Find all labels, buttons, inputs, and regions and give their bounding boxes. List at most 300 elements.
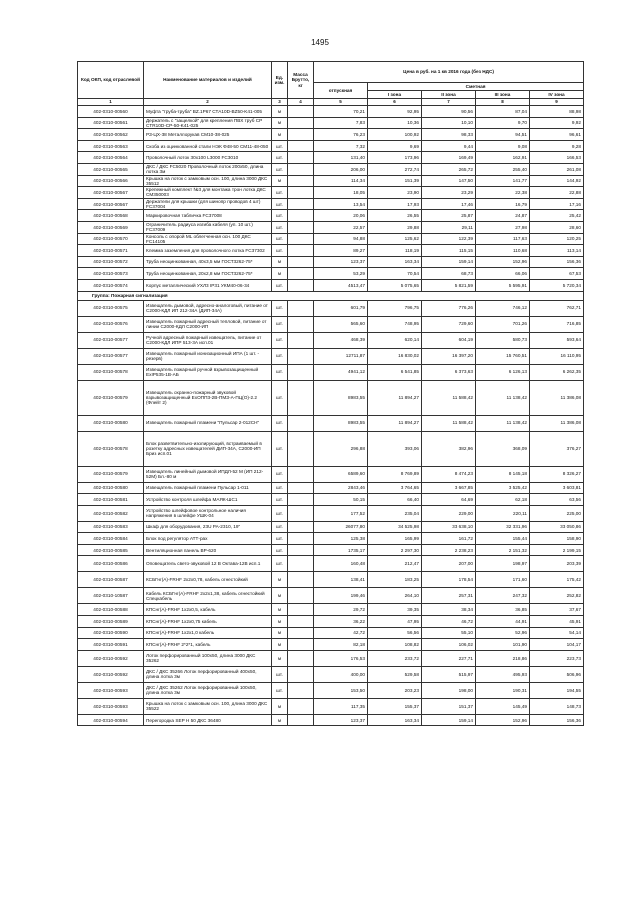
item-mass — [288, 714, 314, 726]
item-unit: шт. — [272, 521, 288, 533]
item-price-zone-1: 151,39 — [368, 175, 422, 187]
table-row — [78, 505, 584, 521]
item-price-zone-1: 39,35 — [368, 604, 422, 616]
header-zone-1: I зона — [368, 91, 422, 99]
item-unit: м — [272, 175, 288, 187]
item-price-zone-3: 218,86 — [476, 650, 530, 666]
item-mass — [288, 279, 314, 291]
table-row — [78, 666, 584, 682]
item-mass — [288, 332, 314, 348]
item-price-zone-3: 101,90 — [476, 639, 530, 651]
item-code: 402-0310-00588 — [78, 604, 144, 616]
item-mass — [288, 627, 314, 639]
item-price-zone-3: 9,08 — [476, 140, 530, 152]
header-zone-2: II зона — [422, 91, 476, 99]
item-release-price: 138,41 — [314, 572, 368, 588]
header-estimate-price: Сметная — [368, 83, 584, 91]
table-row — [78, 256, 584, 268]
item-unit: шт. — [272, 316, 288, 332]
item-name: Крышка на лоток с замковым осн. 100, длина 3000 ДКС 35512 — [144, 175, 272, 187]
item-price-zone-3: 8 145,18 — [476, 466, 530, 482]
item-code: 402-0310-00575 — [78, 300, 144, 316]
item-mass — [288, 494, 314, 506]
item-mass — [288, 572, 314, 588]
table-row — [78, 221, 584, 233]
item-price-zone-1: 34 525,98 — [368, 521, 422, 533]
item-price-zone-1: 70,54 — [368, 268, 422, 280]
item-price-zone-3: 198,97 — [476, 556, 530, 572]
item-mass — [288, 650, 314, 666]
item-price-zone-2: 169,49 — [422, 152, 476, 164]
item-price-zone-3: 152,96 — [476, 714, 530, 726]
table-row — [78, 187, 584, 199]
item-price-zone-2: 29,11 — [422, 221, 476, 233]
item-price-zone-1: 748,95 — [368, 316, 422, 332]
item-unit: м — [272, 117, 288, 129]
col-number: 8 — [476, 99, 530, 106]
item-name: Крепежный комплект №3 для монтажа трон лотка ДКС СМ350003 — [144, 187, 272, 199]
item-price-zone-2: 38,34 — [422, 604, 476, 616]
item-mass — [288, 556, 314, 572]
item-price-zone-4: 11 386,08 — [530, 380, 584, 415]
item-code: 402-0310-00573 — [78, 268, 144, 280]
item-code: 402-0310-00580 — [78, 482, 144, 494]
item-unit: м — [272, 256, 288, 268]
item-name: Лоток перфорированный 100х50, длина 3000 ДКС 35262 — [144, 650, 272, 666]
item-price-zone-3: 368,09 — [476, 431, 530, 466]
item-price-zone-4: 63,56 — [530, 494, 584, 506]
item-price-zone-3: 141,77 — [476, 175, 530, 187]
item-price-zone-1: 8 769,89 — [368, 466, 422, 482]
item-price-zone-4: 17,16 — [530, 198, 584, 210]
item-unit: шт. — [272, 332, 288, 348]
item-name: Извещатель пожарный адресный тепловой, питание от линии С2000-КДЛ С2000-ИП — [144, 316, 272, 332]
item-mass — [288, 604, 314, 616]
table-row — [78, 482, 584, 494]
item-code: 402-0310-00577 — [78, 332, 144, 348]
item-price-zone-3: 24,87 — [476, 210, 530, 222]
item-name: Труба неоцинкованная, 40х3,5 мм ГОСТ3262-75* — [144, 256, 272, 268]
item-price-zone-1: 26,55 — [368, 210, 422, 222]
item-name: Муфта "труба-труба" BZ.1P67 СТА10D-BZ50-K41-005 — [144, 106, 272, 118]
item-unit: м — [272, 268, 288, 280]
item-price-zone-4: 593,64 — [530, 332, 584, 348]
item-price-zone-4: 16 110,95 — [530, 348, 584, 364]
item-price-zone-1: 173,96 — [368, 152, 422, 164]
table-row — [78, 415, 584, 431]
item-price-zone-4: 762,71 — [530, 300, 584, 316]
item-release-price: 296,88 — [314, 431, 368, 466]
item-price-zone-3: 11 138,42 — [476, 380, 530, 415]
item-price-zone-4: 9,92 — [530, 117, 584, 129]
item-mass — [288, 639, 314, 651]
item-price-zone-1: 233,72 — [368, 650, 422, 666]
item-price-zone-4: 506,96 — [530, 666, 584, 682]
item-code: 402-0310-00584 — [78, 533, 144, 545]
item-price-zone-2: 178,54 — [422, 572, 476, 588]
item-price-zone-2: 198,00 — [422, 682, 476, 698]
item-price-zone-4: 148,73 — [530, 698, 584, 714]
item-code: 402-0310-00590 — [78, 627, 144, 639]
item-name: Труба неоцинкованная, 20х2,8 мм ГОСТ3262-75* — [144, 268, 272, 280]
item-price-zone-4: 194,55 — [530, 682, 584, 698]
price-sheet — [77, 61, 583, 726]
item-unit: шт. — [272, 187, 288, 199]
item-price-zone-2: 122,39 — [422, 233, 476, 245]
item-price-zone-2: 382,96 — [422, 431, 476, 466]
table-row — [78, 348, 584, 364]
item-code: 402-0310-00578 — [78, 364, 144, 380]
item-unit: шт. — [272, 482, 288, 494]
table-row — [78, 175, 584, 187]
item-name: Ручной адресный пожарный извещатель, питание от С2000-КДЛ ИПР 513-3А исп.01 — [144, 332, 272, 348]
item-mass — [288, 245, 314, 257]
item-release-price: 176,53 — [314, 650, 368, 666]
item-code: 402-0310-00587 — [78, 572, 144, 588]
item-code: 402-0310-00589 — [78, 616, 144, 628]
item-price-zone-2: 2 238,23 — [422, 544, 476, 556]
item-price-zone-3: 110,68 — [476, 245, 530, 257]
item-price-zone-1: 393,06 — [368, 431, 422, 466]
item-price-zone-2: 33 638,10 — [422, 521, 476, 533]
table-row — [78, 233, 584, 245]
item-price-zone-4: 11 386,08 — [530, 415, 584, 431]
item-price-zone-2: 11 588,42 — [422, 415, 476, 431]
col-number: 4 — [288, 99, 314, 106]
item-price-zone-1: 2 297,30 — [368, 544, 422, 556]
header-zone-3: III зона — [476, 91, 530, 99]
item-price-zone-1: 9,69 — [368, 140, 422, 152]
item-price-zone-4: 8 326,27 — [530, 466, 584, 482]
table-row — [78, 106, 584, 118]
item-price-zone-3: 117,63 — [476, 233, 530, 245]
item-release-price: 117,35 — [314, 698, 368, 714]
table-row — [78, 380, 584, 415]
item-release-price: 22,57 — [314, 221, 368, 233]
item-code: 402-0310-00563 — [78, 140, 144, 152]
item-code: 402-0310-00571 — [78, 245, 144, 257]
item-price-zone-4: 25,42 — [530, 210, 584, 222]
item-code: 402-0310-00585 — [78, 544, 144, 556]
item-price-zone-1: 212,47 — [368, 556, 422, 572]
item-release-price: 601,79 — [314, 300, 368, 316]
table-row — [78, 604, 584, 616]
table-row — [78, 544, 584, 556]
item-unit: шт. — [272, 163, 288, 175]
item-mass — [288, 533, 314, 545]
item-price-zone-4: 225,00 — [530, 505, 584, 521]
item-price-zone-1: 17,93 — [368, 198, 422, 210]
item-price-zone-4: 3 603,81 — [530, 482, 584, 494]
item-mass — [288, 666, 314, 682]
item-price-zone-2: 17,46 — [422, 198, 476, 210]
item-price-zone-3: 162,91 — [476, 152, 530, 164]
item-unit: шт. — [272, 198, 288, 210]
item-price-zone-3: 87,04 — [476, 106, 530, 118]
item-price-zone-1: 165,99 — [368, 533, 422, 545]
item-unit: шт. — [272, 300, 288, 316]
table-row — [78, 152, 584, 164]
item-release-price: 4941,12 — [314, 364, 368, 380]
item-release-price: 18,05 — [314, 187, 368, 199]
item-code: 402-0310-00583 — [78, 521, 144, 533]
item-release-price: 76,23 — [314, 129, 368, 141]
item-name: Извещатель охранно-пожарный звуковой взрывозащищенный ЕхОПП3-2В-ПМЗ-А-ПЦ(О)-2.2 (Флейт 2) — [144, 380, 272, 415]
item-price-zone-1: 3 764,65 — [368, 482, 422, 494]
item-price-zone-1: 796,75 — [368, 300, 422, 316]
item-price-zone-1: 92,95 — [368, 106, 422, 118]
item-price-zone-4: 9,28 — [530, 140, 584, 152]
item-price-zone-1: 11 894,27 — [368, 380, 422, 415]
item-code: 402-0310-00560 — [78, 106, 144, 118]
item-price-zone-2: 90,56 — [422, 106, 476, 118]
item-price-zone-3: 15 760,51 — [476, 348, 530, 364]
item-unit: шт. — [272, 279, 288, 291]
item-code: 402-0310-00591 — [78, 639, 144, 651]
item-code: 402-0310-00577 — [78, 348, 144, 364]
item-mass — [288, 268, 314, 280]
table-row — [78, 332, 584, 348]
table-row — [78, 129, 584, 141]
item-price-zone-3: 36,85 — [476, 604, 530, 616]
item-price-zone-3: 9,70 — [476, 117, 530, 129]
item-release-price: 82,18 — [314, 639, 368, 651]
item-price-zone-4: 156,36 — [530, 714, 584, 726]
item-price-zone-1: 5 075,65 — [368, 279, 422, 291]
item-unit: шт. — [272, 682, 288, 698]
table-row — [78, 198, 584, 210]
item-unit: шт. — [272, 666, 288, 682]
item-release-price: 6589,60 — [314, 466, 368, 482]
table-row — [78, 245, 584, 257]
item-code: 402-0310-00568 — [78, 210, 144, 222]
item-mass — [288, 210, 314, 222]
item-price-zone-2: 147,50 — [422, 175, 476, 187]
item-mass — [288, 415, 314, 431]
item-price-zone-1: 6 541,85 — [368, 364, 422, 380]
item-price-zone-4: 54,14 — [530, 627, 584, 639]
header-release-price: отпускная — [314, 83, 368, 99]
item-price-zone-1: 11 894,27 — [368, 415, 422, 431]
item-mass — [288, 221, 314, 233]
item-price-zone-2: 55,10 — [422, 627, 476, 639]
item-price-zone-4: 22,88 — [530, 187, 584, 199]
item-release-price: 125,38 — [314, 533, 368, 545]
item-price-zone-1: 235,04 — [368, 505, 422, 521]
item-price-zone-3: 2 151,32 — [476, 544, 530, 556]
item-release-price: 70,21 — [314, 106, 368, 118]
item-price-zone-2: 115,15 — [422, 245, 476, 257]
item-price-zone-4: 88,98 — [530, 106, 584, 118]
item-price-zone-3: 27,98 — [476, 221, 530, 233]
item-name: РЗ-ЦХ-38 Металлорукав СМ10-38-025 — [144, 129, 272, 141]
header-mass: Масса Брутто, кг — [288, 62, 314, 99]
col-number: 9 — [530, 99, 584, 106]
item-price-zone-1: 163,34 — [368, 714, 422, 726]
item-price-zone-3: 247,32 — [476, 588, 530, 604]
item-mass — [288, 698, 314, 714]
item-price-zone-1: 108,82 — [368, 639, 422, 651]
item-code: 402-0310-00594 — [78, 714, 144, 726]
item-release-price: 114,34 — [314, 175, 368, 187]
item-price-zone-2: 159,14 — [422, 714, 476, 726]
item-name: КПСнг(А)-FRHF 2*2*1, кабель — [144, 639, 272, 651]
item-code: 402-0310-00593 — [78, 698, 144, 714]
item-price-zone-2: 9,44 — [422, 140, 476, 152]
item-unit: шт. — [272, 466, 288, 482]
item-name: Извещатель пожарный пламени "Пульсар 2-012СН" — [144, 415, 272, 431]
table-row — [78, 616, 584, 628]
item-price-zone-4: 104,17 — [530, 639, 584, 651]
item-code: 402-0310-00570 — [78, 233, 144, 245]
table-row — [78, 210, 584, 222]
col-number: 7 — [422, 99, 476, 106]
table-row — [78, 521, 584, 533]
item-price-zone-3: 62,18 — [476, 494, 530, 506]
item-name: Держатели для крышки (для шинопр проводов 4 шт) FC37004 — [144, 198, 272, 210]
item-name: Консоль с опорой ML облегченная осн. 100 ДКС FC14105 — [144, 233, 272, 245]
item-price-zone-3: 3 525,42 — [476, 482, 530, 494]
item-name: КПСнг(А)-FRHF 1х2х0,5, кабель — [144, 604, 272, 616]
item-price-zone-2: 229,00 — [422, 505, 476, 521]
item-unit: м — [272, 698, 288, 714]
item-unit: шт. — [272, 544, 288, 556]
col-number: 6 — [368, 99, 422, 106]
item-release-price: 7,83 — [314, 117, 368, 129]
price-table — [77, 61, 584, 726]
item-code: 402-0310-00576 — [78, 316, 144, 332]
item-unit: шт. — [272, 140, 288, 152]
item-mass — [288, 175, 314, 187]
item-price-zone-4: 252,82 — [530, 588, 584, 604]
item-unit: м — [272, 572, 288, 588]
item-unit: м — [272, 714, 288, 726]
item-mass — [288, 129, 314, 141]
item-code: 402-0310-00593 — [78, 682, 144, 698]
item-price-zone-2: 159,14 — [422, 256, 476, 268]
item-price-zone-2: 8 474,23 — [422, 466, 476, 482]
item-mass — [288, 588, 314, 604]
item-mass — [288, 431, 314, 466]
item-name: Вентиляционная панель ВР-620 — [144, 544, 272, 556]
item-price-zone-4: 203,39 — [530, 556, 584, 572]
table-row — [78, 533, 584, 545]
item-unit: м — [272, 604, 288, 616]
item-price-zone-2: 25,87 — [422, 210, 476, 222]
item-price-zone-1: 100,92 — [368, 129, 422, 141]
item-release-price: 131,40 — [314, 152, 368, 164]
item-name: КПСнг(А)-FRHF 1х2х1,0 кабель — [144, 627, 272, 639]
table-row — [78, 431, 584, 466]
item-release-price: 42,72 — [314, 627, 368, 639]
item-name: Скоба из оцинкованной стали НЭК Ф48-50 СМ11-48-050 — [144, 140, 272, 152]
item-code: 402-0310-00569 — [78, 221, 144, 233]
item-price-zone-3: 11 138,42 — [476, 415, 530, 431]
item-price-zone-1: 529,58 — [368, 666, 422, 682]
item-price-zone-4: 156,36 — [530, 256, 584, 268]
item-price-zone-4: 166,53 — [530, 152, 584, 164]
item-release-price: 26077,80 — [314, 521, 368, 533]
table-row — [78, 163, 584, 175]
item-price-zone-2: 776,26 — [422, 300, 476, 316]
table-row — [78, 316, 584, 332]
item-unit: шт. — [272, 556, 288, 572]
header-code: Код ОКП, код отраслевой — [78, 62, 144, 99]
item-name: Блок под регулятор АТТ-рах — [144, 533, 272, 545]
item-price-zone-2: 227,71 — [422, 650, 476, 666]
table-body — [78, 106, 584, 726]
item-price-zone-3: 5 595,91 — [476, 279, 530, 291]
item-name: Извещатель пожарный пламени Пульсар 1-011 — [144, 482, 272, 494]
item-price-zone-4: 45,91 — [530, 616, 584, 628]
item-code: 402-0310-00567 — [78, 187, 144, 199]
item-price-zone-4: 261,08 — [530, 163, 584, 175]
item-price-zone-2: 106,02 — [422, 639, 476, 651]
item-price-zone-3: 145,49 — [476, 698, 530, 714]
table-row — [78, 279, 584, 291]
item-name: Извещатель пожарный ионизационный ИПА (1 шт. - резерв) — [144, 348, 272, 364]
table-row — [78, 572, 584, 588]
item-unit: м — [272, 588, 288, 604]
table-row — [78, 494, 584, 506]
item-name: Перегородка SEP H 50 ДКС 36480 — [144, 714, 272, 726]
item-price-zone-3: 152,96 — [476, 256, 530, 268]
item-name: Блок разветвительно-изолирующий, встраиваемый в розетку адресных извещателей ДИП-34А, С2000-ИП Бриз исп.01 — [144, 431, 272, 466]
item-mass — [288, 300, 314, 316]
table-row — [78, 364, 584, 380]
item-price-zone-2: 151,37 — [422, 698, 476, 714]
item-price-zone-3: 6 126,13 — [476, 364, 530, 380]
table-row — [78, 588, 584, 604]
item-release-price: 29,72 — [314, 604, 368, 616]
item-price-zone-1: 47,95 — [368, 616, 422, 628]
item-release-price: 177,52 — [314, 505, 368, 521]
item-name: ДКС / ДКС FC5020 Проволочный лоток 200х50, длина лотка 3м — [144, 163, 272, 175]
item-price-zone-2: 46,72 — [422, 616, 476, 628]
item-price-zone-4: 28,60 — [530, 221, 584, 233]
item-mass — [288, 616, 314, 628]
item-price-zone-1: 163,34 — [368, 256, 422, 268]
item-unit: шт. — [272, 364, 288, 380]
item-name: Ограничитель радиуса изгиба кабеля (уп. 10 шт.) FC37009 — [144, 221, 272, 233]
item-mass — [288, 152, 314, 164]
item-price-zone-2: 257,31 — [422, 588, 476, 604]
item-unit: м — [272, 650, 288, 666]
item-mass — [288, 256, 314, 268]
item-price-zone-4: 158,90 — [530, 533, 584, 545]
item-unit: шт. — [272, 233, 288, 245]
item-unit: м — [272, 639, 288, 651]
item-release-price: 206,00 — [314, 163, 368, 175]
item-mass — [288, 380, 314, 415]
item-price-zone-3: 32 331,96 — [476, 521, 530, 533]
item-release-price: 1735,17 — [314, 544, 368, 556]
item-code: 402-0310-00582 — [78, 505, 144, 521]
item-price-zone-3: 22,38 — [476, 187, 530, 199]
header-unit: Ед. изм. — [272, 62, 288, 99]
item-unit: шт. — [272, 533, 288, 545]
item-unit: шт. — [272, 415, 288, 431]
header-name: Наименование материалов и изделий — [144, 62, 272, 99]
item-code: 402-0310-00574 — [78, 279, 144, 291]
item-price-zone-3: 155,44 — [476, 533, 530, 545]
col-number: 2 — [144, 99, 272, 106]
item-unit: шт. — [272, 494, 288, 506]
col-number: 3 — [272, 99, 288, 106]
item-mass — [288, 233, 314, 245]
item-mass — [288, 163, 314, 175]
item-mass — [288, 198, 314, 210]
